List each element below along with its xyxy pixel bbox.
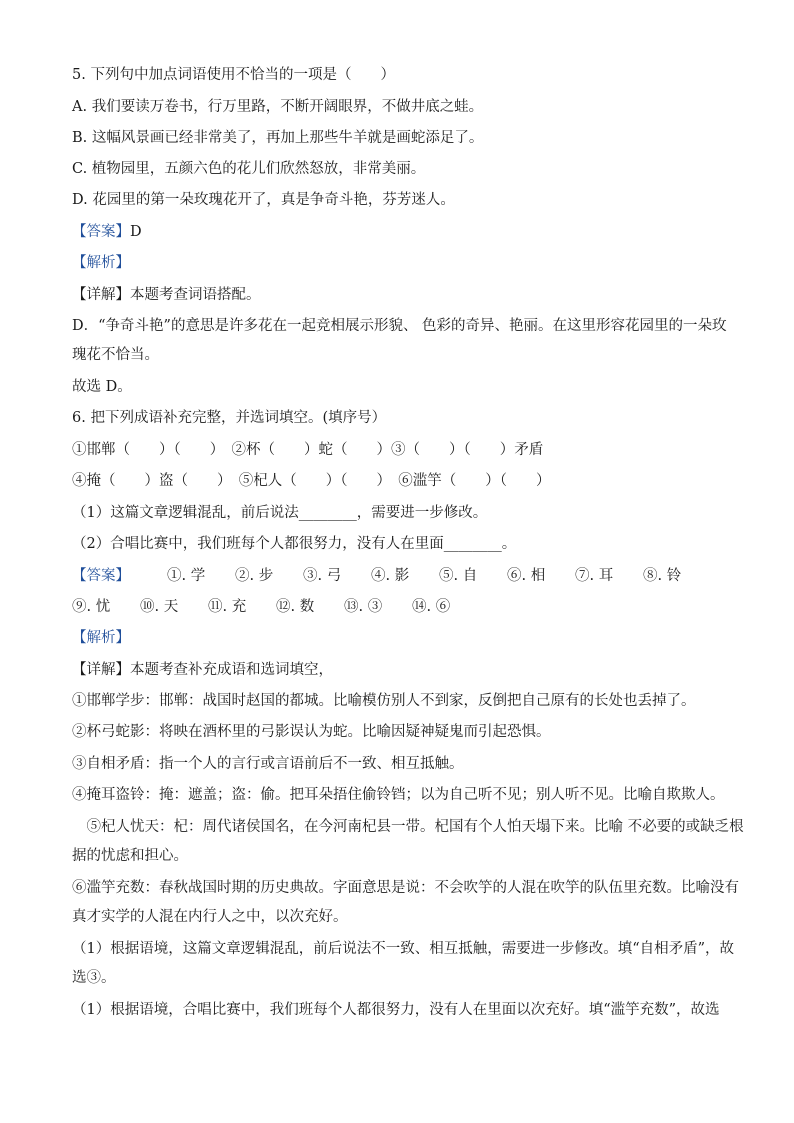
q6-idiom-row-1: ①邯郸（ ）（ ） ②杯（ ）蛇（ ）③（ ）（ ）矛盾: [72, 442, 544, 458]
q6-explanation-line: ④掩耳盗铃：掩：遮盖；盗：偷。把耳朵捂住偷铃铛；以为自己听不见；别人听不见。比喻自欺欺人。: [72, 787, 725, 803]
q5-option-d: D. 花园里的第一朵玫瑰花开了，真是争奇斗艳，芬芳迷人。: [72, 192, 455, 208]
q5-detail: 本题考查词语搭配。: [130, 287, 261, 303]
answer-item: ④. 影: [371, 568, 410, 584]
q6-explanation-line: 据的忧虑和担心。: [72, 848, 188, 864]
q6-fill-1: （1）这篇文章逻辑混乱，前后说法________，需要进一步修改。: [72, 505, 488, 521]
q6-fill-2: （2）合唱比赛中，我们班每个人都很努力，没有人在里面________。: [72, 536, 517, 552]
answer-item: ⑫. 数: [276, 599, 315, 615]
answer-item: ⑥. 相: [507, 568, 546, 584]
q6-explanation-line: ③自相矛盾：指一个人的言行或言语前后不一致、相互抵触。: [72, 756, 464, 772]
q5-option-c: C. 植物园里，五颜六色的花儿们欣然怒放，非常美丽。: [72, 161, 426, 177]
answer-item: ⑧. 铃: [643, 568, 682, 584]
analysis-tag: 【解析】: [72, 630, 130, 646]
detail-tag: 【详解】: [72, 662, 130, 678]
analysis-tag: 【解析】: [72, 255, 130, 271]
q6-explanation-line: ⑤杞人忧天：杞：周代诸侯国名，在今河南杞县一带。杞国有个人怕天塌下来。比喻 不必要的或缺乏根: [72, 819, 744, 835]
q6-detail: 本题考查补充成语和选词填空，: [130, 662, 333, 678]
q6-idiom-row-2: ④掩（ ）盗（ ） ⑤杞人（ ）（ ） ⑥滥竽（ ）（ ）: [72, 473, 551, 489]
q5-answer: D: [130, 224, 142, 240]
q5-explanation-1: D．“争奇斗艳”的意思是许多花在一起竞相展示形貌、 色彩的奇异、艳丽。在这里形容花园里的一朵玫: [72, 318, 727, 334]
answer-item: ⑤. 自: [439, 568, 478, 584]
answer-item: ①. 学: [167, 568, 206, 584]
answer-item: ⑨. 忧: [72, 599, 111, 615]
detail-tag: 【详解】: [72, 287, 130, 303]
q6-explanation-line: （1）根据语境，合唱比赛中，我们班每个人都很努力，没有人在里面以次充好。填“滥竽充数”，故选: [72, 1002, 720, 1018]
q5-option-a: A. 我们要读万卷书，行万里路，不断开阔眼界，不做井底之蛙。: [72, 99, 484, 115]
answer-item: ⑩. 天: [140, 599, 179, 615]
q6-detail-line: [72, 660, 732, 680]
q6-explanation-line: 真才实学的人混在内行人之中，以次充好。: [72, 909, 348, 925]
q6-explanation-line: ⑥滥竽充数：春秋战国时期的历史典故。字面意思是说：不会吹竽的人混在吹竽的队伍里充数。比喻没有: [72, 880, 739, 896]
answer-item: ②. 步: [235, 568, 274, 584]
answer-tag: 【答案】: [72, 568, 130, 584]
q5-detail-line: [72, 285, 732, 305]
answer-item: ⑪. 充: [208, 599, 247, 615]
q6-analysis-tag: [72, 628, 732, 648]
q5-explanation-2: 瑰花不恰当。: [72, 347, 159, 363]
q5-analysis-tag: [72, 253, 732, 273]
answer-item: ③. 弓: [303, 568, 342, 584]
q5-conclusion: 故选 D。: [72, 379, 132, 395]
answer-tag: 【答案】: [72, 224, 130, 240]
answer-item: ⑭. ⑥: [412, 599, 451, 615]
q6-answers-row-1: [72, 566, 732, 586]
q6-explanation-line: ②杯弓蛇影：将映在酒杯里的弓影误认为蛇。比喻因疑神疑鬼而引起恐惧。: [72, 724, 551, 740]
q6-explanation-line: （1）根据语境，这篇文章逻辑混乱，前后说法不一致、相互抵触，需要进一步修改。填“自相矛盾”，故: [72, 941, 735, 957]
q6-stem: 6. 把下列成语补充完整，并选词填空。(填序号）: [72, 410, 387, 426]
q6-answers-row-2: [72, 597, 732, 617]
q6-explanation-line: 选③。: [72, 970, 116, 986]
q5-option-b: B. 这幅风景画已经非常美了，再加上那些牛羊就是画蛇添足了。: [72, 130, 484, 146]
answer-item: ⑦. 耳: [575, 568, 614, 584]
q6-explanation-line: ①邯郸学步：邯郸：战国时赵国的都城。比喻模仿别人不到家，反倒把自己原有的长处也丢掉了。: [72, 693, 696, 709]
q5-stem: 5. 下列句中加点词语使用不恰当的一项是（ ）: [72, 67, 395, 83]
answer-item: ⑬. ③: [344, 599, 383, 615]
q5-answer-line: [72, 222, 732, 242]
